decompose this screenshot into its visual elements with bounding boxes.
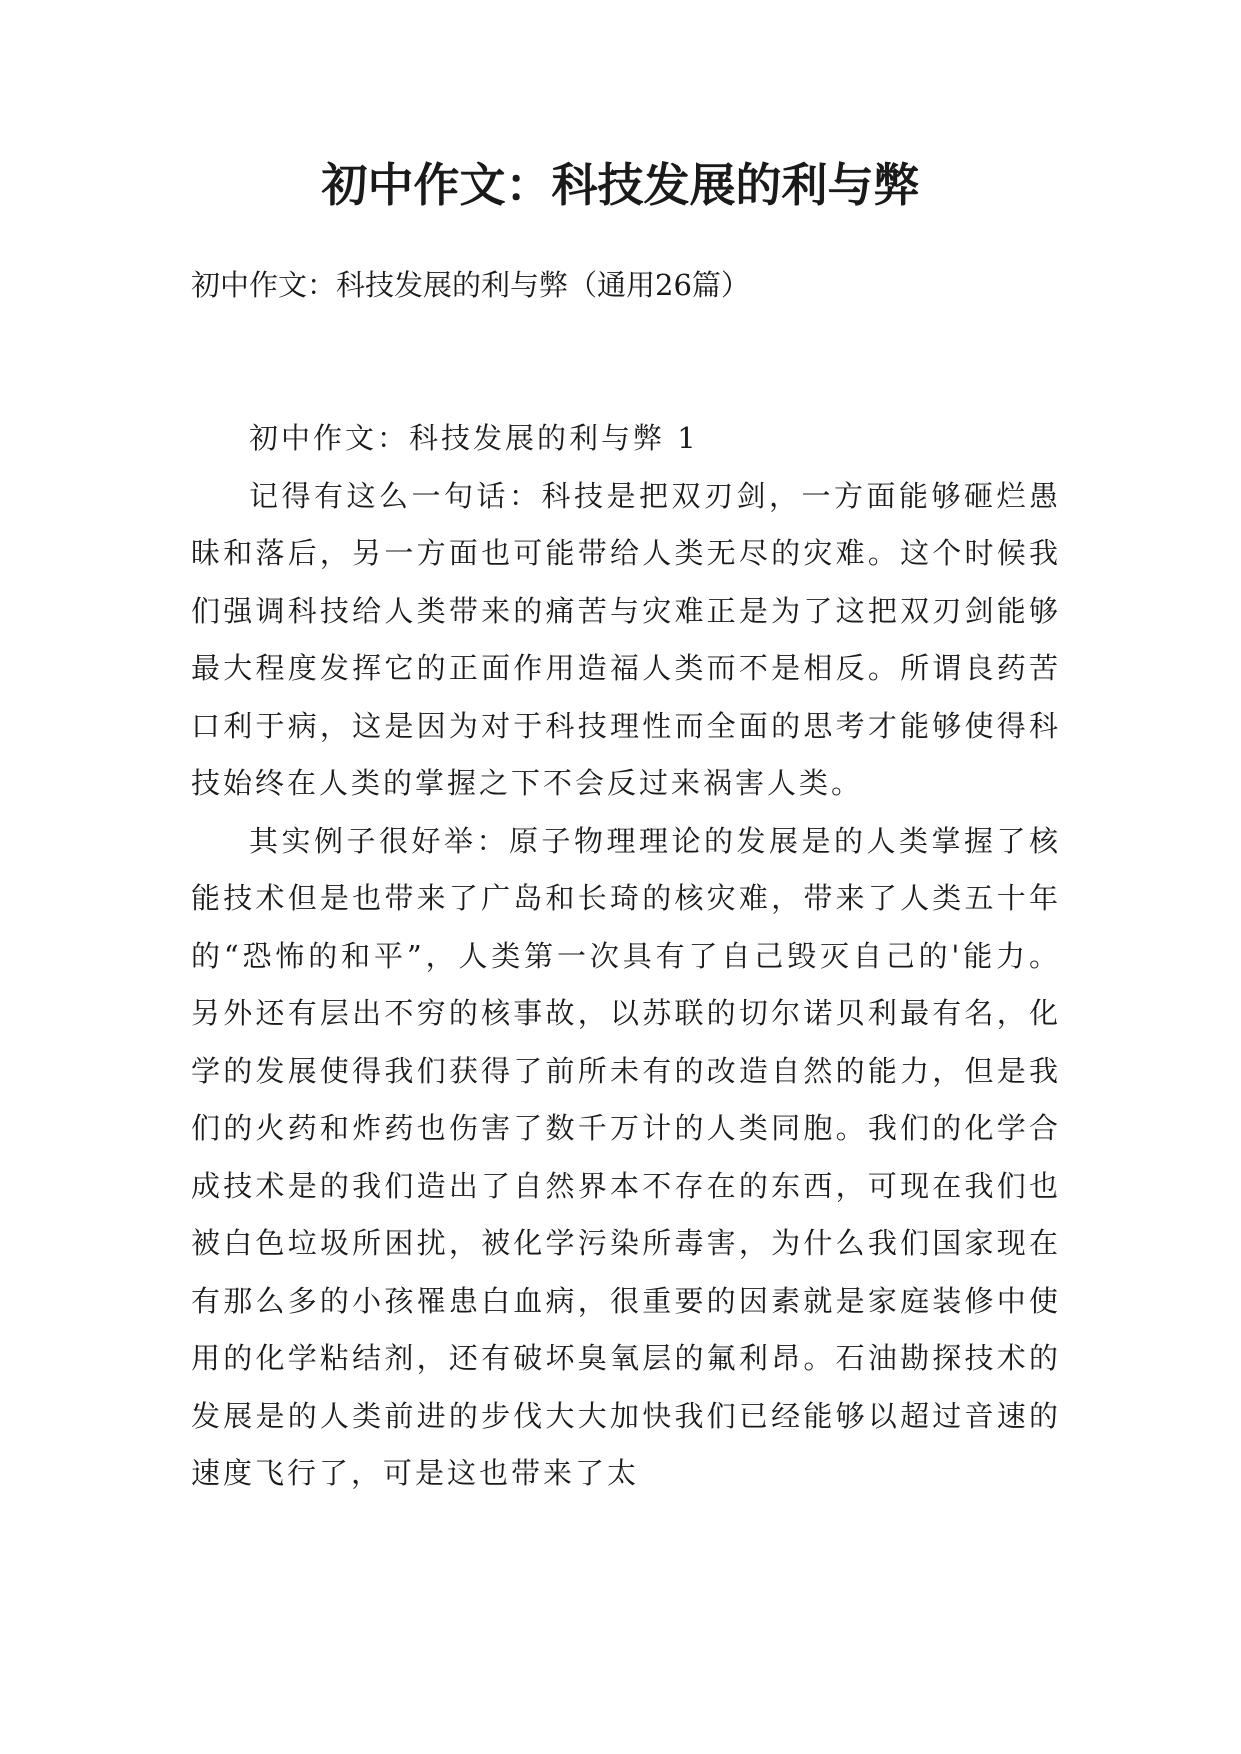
paragraph: 其实例子很好举：原子物理理论的发展是的人类掌握了核能技术但是也带来了广岛和长琦的核灾难，带来了人类五十年的“恐怖的和平”，人类第一次具有了自己毁灭自己的'能力。另外还有层出不穷的核事故，以苏联的切尔诺贝利最有名，化学的发展使得我们获得了前所未有的改造自然的能力，但是我们的火药和炸药也伤害了数千万计的人类同胞。我们的化学合成技术是的我们造出了自然界本不存在的东西，可现在我们也被白色垃圾所困扰，被化学污染所毒害，为什么我们国家现在有那么多的小孩罹患白血病，很重要的因素就是家庭装修中使用的化学粘结剂，还有破坏臭氧层的氟利昂。石油勘探技术的发展是的人类前进的步伐大大加快我们已经能够以超过音速的速度飞行了，可是这也带来了太 (191, 823, 1061, 1490)
document-body (191, 410, 1061, 1503)
document-subtitle: 初中作文：科技发展的利与弊（通用26篇） (191, 268, 750, 302)
section-heading: 初中作文：科技发展的利与弊 1 (249, 421, 699, 455)
paragraph: 记得有这么一句话：科技是把双刃剑，一方面能够砸烂愚昧和落后，另一方面也可能带给人类无尽的灾难。这个时候我们强调科技给人类带来的痛苦与灾难正是为了这把双刃剑能够最大程度发挥它的正面作用造福人类而不是相反。所谓良药苦口利于病，这是因为对于科技理性而全面的思考才能够使得科技始终在人类的掌握之下不会反过来祸害人类。 (191, 478, 1061, 800)
document-title: 初中作文：科技发展的利与弊 (321, 158, 920, 212)
